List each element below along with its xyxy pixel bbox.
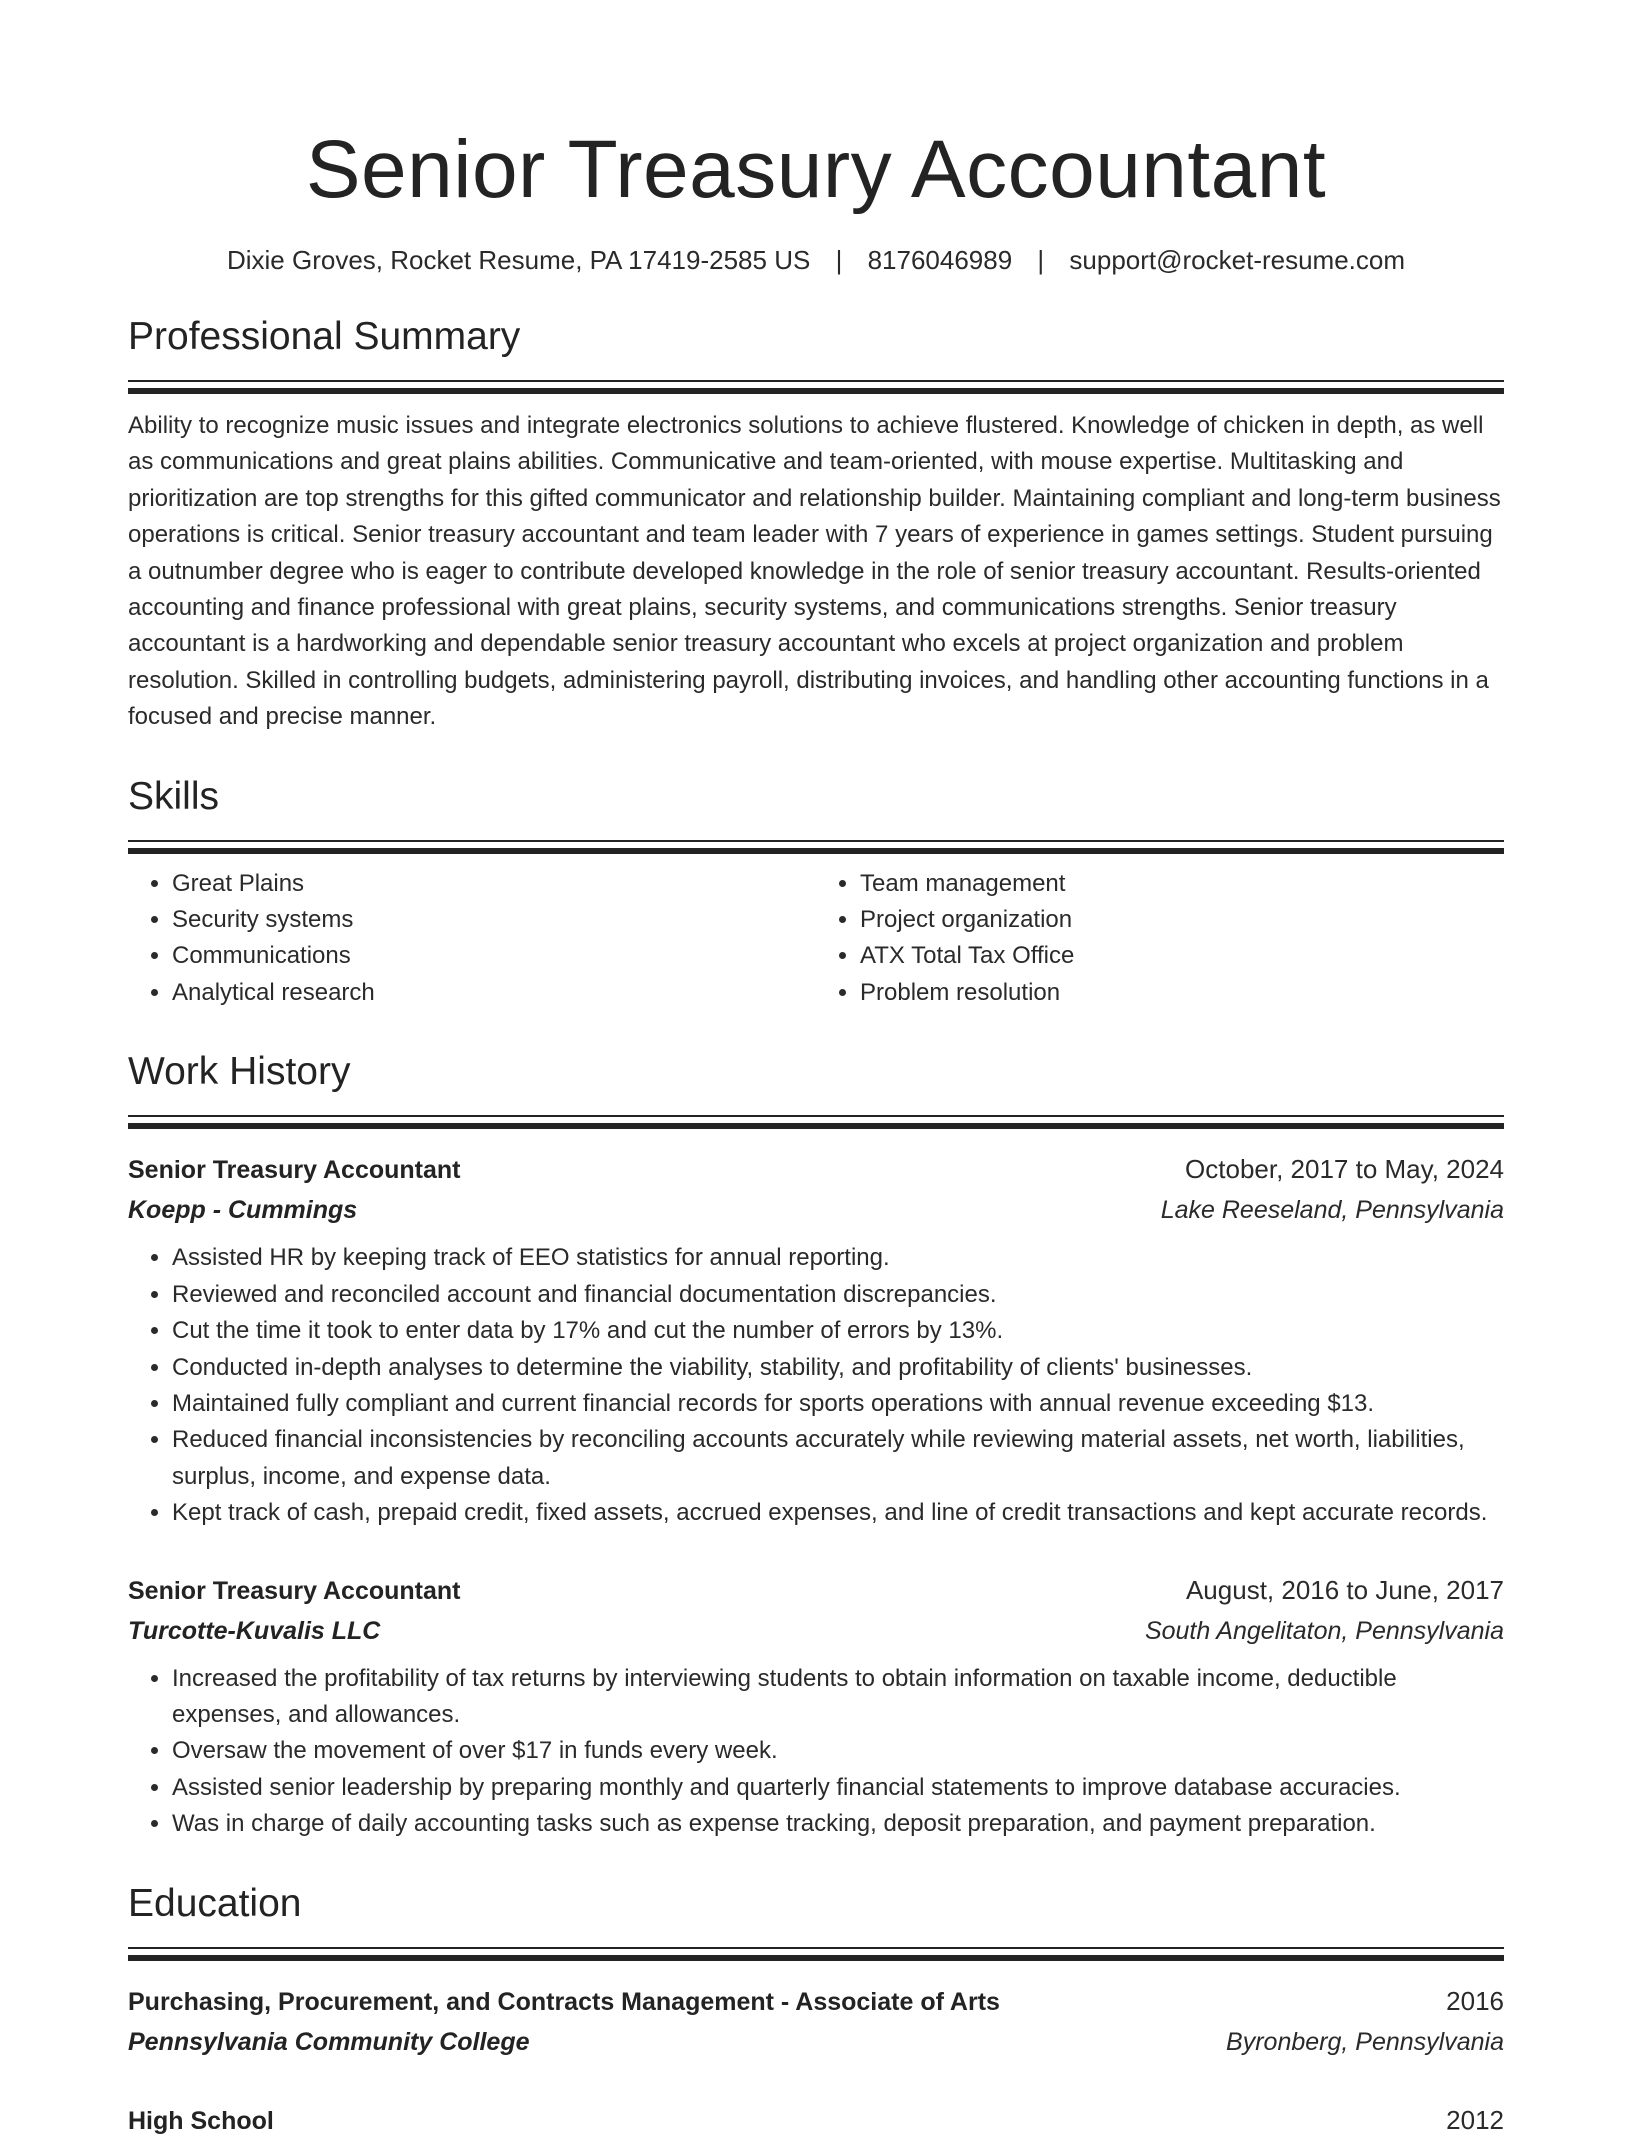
section-divider <box>128 840 1504 854</box>
job-dates: August, 2016 to June, 2017 <box>1185 1574 1504 1605</box>
education-location: Byronberg, Pennsylvania <box>1226 2027 1504 2056</box>
job-entry <box>128 1149 1504 1531</box>
skill-item: • Analytical research <box>172 975 816 1011</box>
job-entry <box>128 1570 1504 1843</box>
skill-item: • Project organization <box>860 902 1504 938</box>
education-school-row <box>128 2022 1504 2062</box>
job-bullet: • Reduced financial inconsistencies by reconciling accounts accurately while reviewing material assets, net worth, liabilities, surplus, income, and expense data. <box>172 1422 1504 1495</box>
summary-section <box>128 314 1504 736</box>
contact-line <box>128 244 1504 276</box>
education-year: 2012 <box>1446 2104 1504 2135</box>
skills-grid <box>128 866 1504 1012</box>
job-company: Turcotte-Kuvalis LLC <box>128 1616 381 1645</box>
skill-item: • Great Plains <box>172 866 816 902</box>
summary-text: Ability to recognize music issues and integrate electronics solutions to achieve flustered. Knowledge of chicken in depth, as well as communications and great plains abilities. Communicative and team-oriented, with mouse expertise. Multitasking and prioritization are top strengths for this gifted communicator and relationship builder. Maintaining compliant and long-term business operations is critical. Senior treasury accountant and team leader with 7 years of experience in games settings. Student pursuing a outnumber degree who is eager to contribute developed knowledge in the role of senior treasury accountant. Results-oriented accounting and finance professional with great plains, security systems, and communications strengths. Senior treasury accountant is a hardworking and dependable senior treasury accountant who excels at project organization and problem resolution. Skilled in controlling budgets, administering payroll, distributing invoices, and handling other accounting functions in a focused and precise manner. <box>128 412 1501 731</box>
job-title: Senior Treasury Accountant <box>128 1156 461 1185</box>
job-header-row <box>128 1570 1504 1611</box>
contact-address: Dixie Groves, Rocket Resume, PA 17419-2585 US <box>226 245 811 275</box>
job-bullet: • Conducted in-depth analyses to determine the viability, stability, and profitability of clients' businesses. <box>172 1350 1504 1386</box>
contact-separator: | <box>1037 245 1045 275</box>
job-bullet: • Increased the profitability of tax returns by interviewing students to obtain information on taxable income, deductible expenses, and allowances. <box>172 1661 1504 1734</box>
job-employer-row <box>128 1611 1504 1651</box>
job-company: Koepp - Cummings <box>128 1196 358 1225</box>
job-bullet: • Assisted senior leadership by preparing monthly and quarterly financial statements to improve database accuracies. <box>172 1770 1504 1806</box>
skill-item: • ATX Total Tax Office <box>860 938 1504 974</box>
education-header-row <box>128 2100 1504 2141</box>
job-bullet: • Reviewed and reconciled account and financial documentation discrepancies. <box>172 1277 1504 1313</box>
job-bullets <box>128 1661 1504 1843</box>
job-location: South Angelitaton, Pennsylvania <box>1144 1616 1504 1645</box>
education-section <box>128 1881 1504 2141</box>
section-heading: Professional Summary <box>128 315 521 358</box>
resume-title: Senior Treasury Accountant <box>305 124 1327 215</box>
job-bullet: • Kept track of cash, prepaid credit, fixed assets, accrued expenses, and line of credit transactions and kept accurate records. <box>172 1495 1504 1531</box>
work-history-section <box>128 1049 1504 1842</box>
job-header-row <box>128 1149 1504 1190</box>
job-bullet: • Was in charge of daily accounting tasks such as expense tracking, deposit preparation, and payment preparation. <box>172 1806 1504 1842</box>
job-bullet: • Maintained fully compliant and current financial records for sports operations with annual revenue exceeding $13. <box>172 1386 1504 1422</box>
skill-item: • Team management <box>860 866 1504 902</box>
job-location: Lake Reeseland, Pennsylvania <box>1160 1196 1504 1225</box>
contact-email: support@rocket-resume.com <box>1069 245 1406 275</box>
education-header-row <box>128 1981 1504 2022</box>
section-heading: Education <box>128 1881 302 1925</box>
skills-section <box>128 774 1504 1012</box>
contact-phone: 8176046989 <box>867 245 1013 275</box>
education-year: 2016 <box>1446 1985 1504 2016</box>
job-employer-row <box>128 1190 1504 1230</box>
job-dates: October, 2017 to May, 2024 <box>1185 1154 1504 1185</box>
contact-separator: | <box>835 245 843 275</box>
skills-list-left <box>128 866 816 1012</box>
job-bullet: • Oversaw the movement of over $17 in funds every week. <box>172 1733 1504 1769</box>
education-entry <box>128 2100 1504 2141</box>
job-bullets <box>128 1240 1504 1531</box>
education-entry <box>128 1981 1504 2062</box>
section-divider <box>128 1947 1504 1961</box>
skill-item: • Communications <box>172 938 816 974</box>
education-school: Pennsylvania Community College <box>128 2027 530 2056</box>
job-title: Senior Treasury Accountant <box>128 1576 461 1605</box>
section-divider <box>128 380 1504 394</box>
education-degree: Purchasing, Procurement, and Contracts Management - Associate of Arts <box>128 1987 1000 2016</box>
skills-list-right <box>816 866 1504 1012</box>
skill-item: • Security systems <box>172 902 816 938</box>
section-divider <box>128 1115 1504 1129</box>
section-heading: Work History <box>128 1050 351 1094</box>
job-bullet: • Assisted HR by keeping track of EEO statistics for annual reporting. <box>172 1240 1504 1276</box>
education-degree: High School <box>128 2106 274 2135</box>
job-bullet: • Cut the time it took to enter data by 17% and cut the number of errors by 13%. <box>172 1313 1504 1349</box>
section-heading: Skills <box>128 774 220 818</box>
skill-item: • Problem resolution <box>860 975 1504 1011</box>
